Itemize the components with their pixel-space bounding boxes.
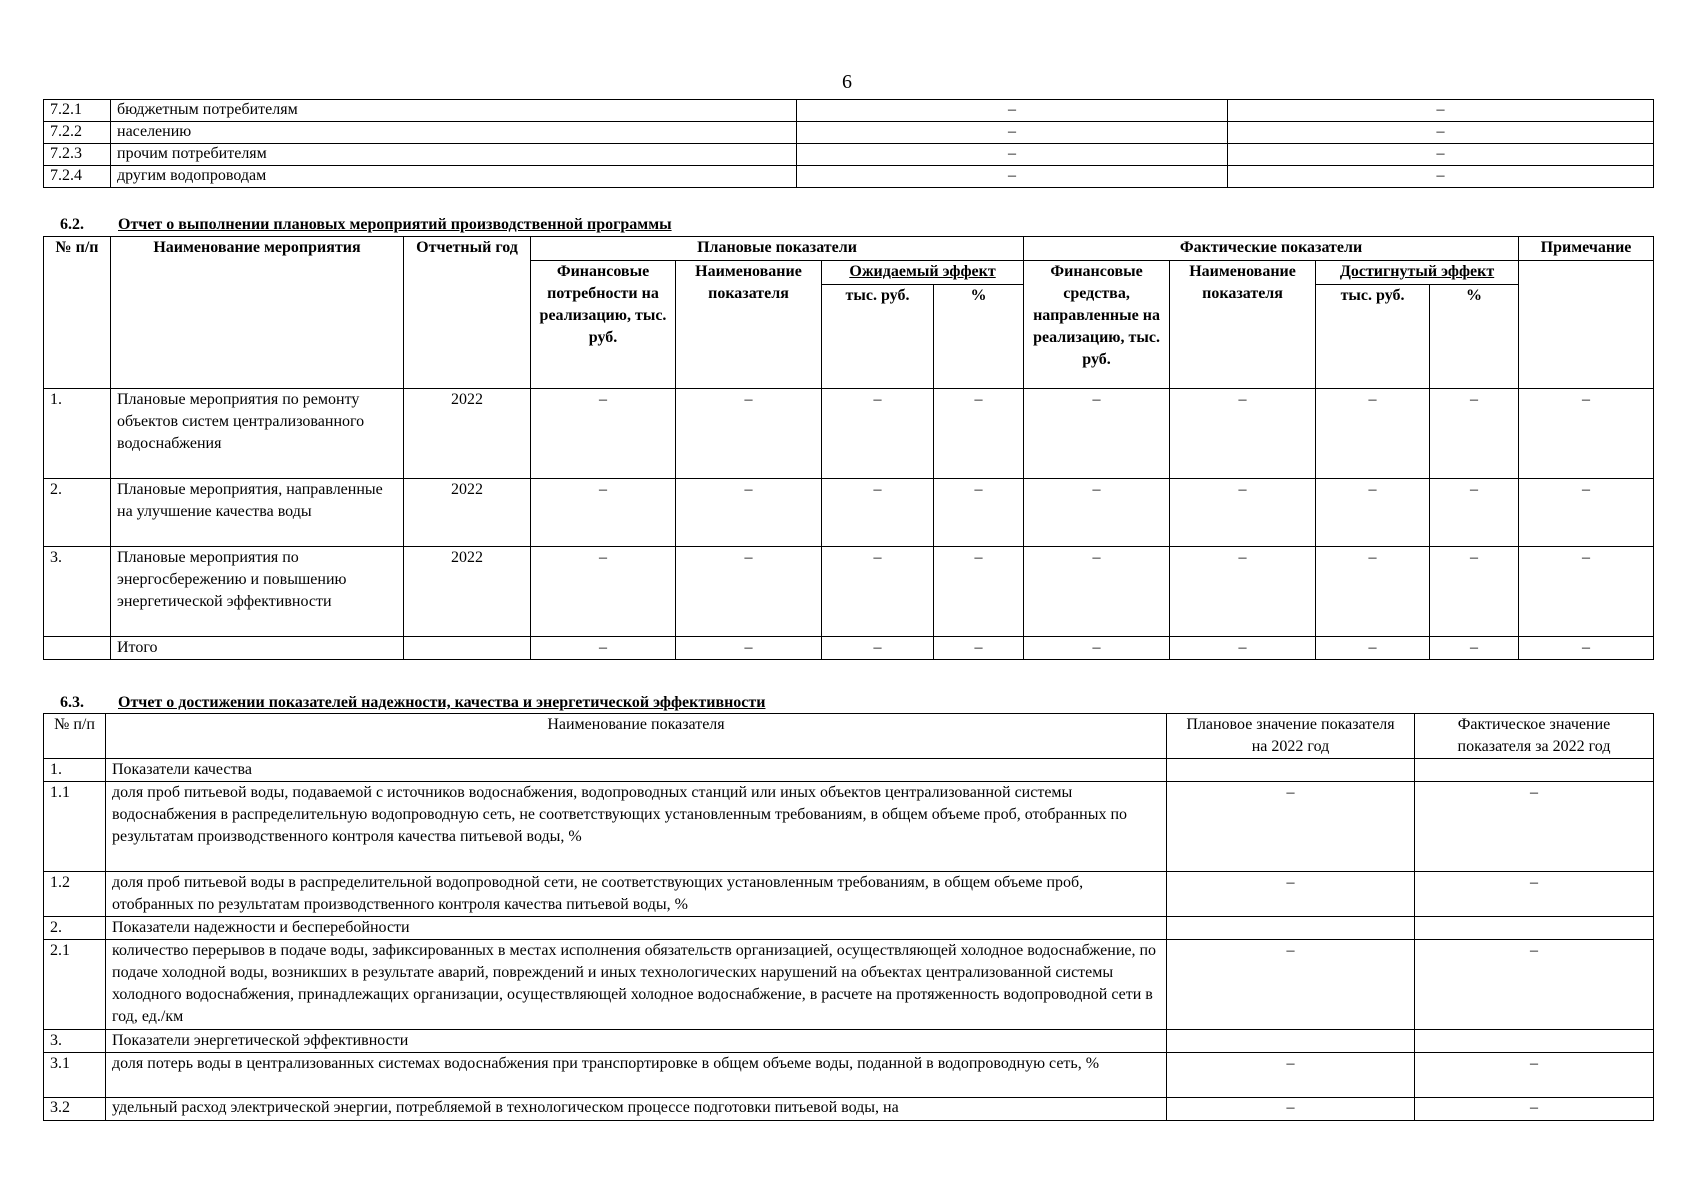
row-number — [44, 637, 111, 660]
row-number: 1.1 — [44, 782, 106, 872]
table-row — [44, 782, 1654, 872]
row-number: 1.2 — [44, 872, 106, 917]
row-label: населению — [111, 122, 797, 144]
row-number: 2.1 — [44, 940, 106, 1030]
header-activity-name: Наименование мероприятия — [111, 237, 404, 389]
row-label: удельный расход электрической энергии, потребляемой в технологическом процессе подготовки питьевой воды, на — [106, 1098, 1167, 1121]
header-planned: Плановые показатели — [531, 237, 1024, 261]
row-year — [404, 637, 531, 660]
section-heading-6-3 — [60, 693, 765, 713]
header-fact-pct: % — [1430, 285, 1519, 389]
value-cell: – — [1519, 389, 1654, 479]
row-number: 1. — [44, 389, 111, 479]
header-plan-finance: Финансовые потребности на реализацию, тыс. руб. — [531, 261, 676, 389]
value-cell: – — [1170, 479, 1316, 547]
row-label: количество перерывов в подаче воды, зафиксированных в местах исполнения обязательств организацией, осуществляющей холодное водоснабжение, по подаче холодной воды, возникших в результате аварий, повреждений и иных технологических нарушений на объектах централизованной системы холодного водоснабжения, принадлежащих организации, осуществляющей холодное водоснабжение, в расчете на протяженность водопроводной сети в год, ед./км — [106, 940, 1167, 1030]
value-cell — [1167, 1030, 1415, 1053]
table-row — [44, 1030, 1654, 1053]
value-cell: – — [1430, 389, 1519, 479]
value-cell: – — [1024, 547, 1170, 637]
row-label: доля проб питьевой воды в распределительной водопроводной сети, не соответствующих установленным требованиям, в общем объеме проб, отобранных по результатам производственного контроля качества питьевой воды, % — [106, 872, 1167, 917]
value-cell: – — [1316, 637, 1430, 660]
value-cell: – — [1316, 547, 1430, 637]
table-row — [44, 479, 1654, 547]
value-cell: – — [1415, 1098, 1654, 1121]
row-number: 3.1 — [44, 1053, 106, 1098]
value-cell: – — [531, 479, 676, 547]
value-cell: – — [531, 389, 676, 479]
row-label: Итого — [111, 637, 404, 660]
value-cell — [1415, 1030, 1654, 1053]
row-label: прочим потребителям — [111, 144, 797, 166]
row-label: Плановые мероприятия по энергосбережению и повышению энергетической эффективности — [111, 547, 404, 637]
table-row — [44, 917, 1654, 940]
value-cell: – — [1519, 479, 1654, 547]
header-plan-rub: тыс. руб. — [822, 285, 934, 389]
header-plan-pct: % — [934, 285, 1024, 389]
value-cell: – — [1228, 122, 1654, 144]
header-plan-value: Плановое значение показателя на 2022 год — [1167, 714, 1415, 759]
value-cell: – — [676, 389, 822, 479]
header-note: Примечание — [1519, 237, 1654, 261]
header-num: № п/п — [44, 714, 106, 759]
value-cell: – — [1170, 389, 1316, 479]
value-cell: – — [1167, 940, 1415, 1030]
value-cell — [1167, 917, 1415, 940]
table-row — [44, 166, 1654, 188]
table-row — [44, 100, 1654, 122]
row-label: Показатели надежности и бесперебойности — [106, 917, 1167, 940]
row-label: Показатели энергетической эффективности — [106, 1030, 1167, 1053]
row-year: 2022 — [404, 479, 531, 547]
value-cell: – — [1415, 1053, 1654, 1098]
page-number: 6 — [842, 71, 852, 93]
row-label: Плановые мероприятия, направленные на улучшение качества воды — [111, 479, 404, 547]
row-label: бюджетным потребителям — [111, 100, 797, 122]
value-cell: – — [531, 637, 676, 660]
value-cell: – — [822, 637, 934, 660]
value-cell: – — [822, 479, 934, 547]
table-row — [44, 389, 1654, 479]
section-title: Отчет о достижении показателей надежности, качества и энергетической эффективности — [118, 694, 766, 711]
row-label: другим водопроводам — [111, 166, 797, 188]
header-indicator-name: Наименование показателя — [106, 714, 1167, 759]
value-cell: – — [1024, 479, 1170, 547]
header-fact-finance: Финансовые средства, направленные на реализацию, тыс. руб. — [1024, 261, 1170, 389]
row-label: Плановые мероприятия по ремонту объектов систем централизованного водоснабжения — [111, 389, 404, 479]
value-cell: – — [676, 547, 822, 637]
row-number: 7.2.3 — [44, 144, 111, 166]
value-cell: – — [1316, 389, 1430, 479]
value-cell: – — [797, 166, 1228, 188]
value-cell: – — [1024, 637, 1170, 660]
value-cell: – — [1167, 1053, 1415, 1098]
value-cell: – — [1024, 389, 1170, 479]
table-row — [44, 1053, 1654, 1098]
row-number: 7.2.2 — [44, 122, 111, 144]
value-cell — [1415, 917, 1654, 940]
section-number: 6.2. — [60, 216, 84, 233]
value-cell: – — [1228, 144, 1654, 166]
row-number: 3. — [44, 1030, 106, 1053]
value-cell: – — [1228, 166, 1654, 188]
value-cell: – — [822, 547, 934, 637]
value-cell: – — [797, 100, 1228, 122]
value-cell: – — [531, 547, 676, 637]
row-number: 7.2.4 — [44, 166, 111, 188]
value-cell: – — [1167, 1098, 1415, 1121]
value-cell: – — [676, 637, 822, 660]
header-row — [44, 237, 1654, 261]
value-cell: – — [934, 479, 1024, 547]
value-cell: – — [1430, 479, 1519, 547]
value-cell: – — [1167, 872, 1415, 917]
header-expected-effect: Ожидаемый эффект — [822, 261, 1024, 285]
row-label: Показатели качества — [106, 759, 1167, 782]
total-row — [44, 637, 1654, 660]
value-cell: – — [797, 122, 1228, 144]
section-heading-6-2 — [60, 215, 672, 235]
row-number: 3. — [44, 547, 111, 637]
value-cell: – — [1430, 637, 1519, 660]
header-fact-rub: тыс. руб. — [1316, 285, 1430, 389]
table-row — [44, 759, 1654, 782]
row-number: 1. — [44, 759, 106, 782]
value-cell: – — [1228, 100, 1654, 122]
value-cell: – — [1519, 547, 1654, 637]
value-cell — [1415, 759, 1654, 782]
row-year: 2022 — [404, 389, 531, 479]
planned-activities-table — [43, 236, 1654, 660]
table-row — [44, 940, 1654, 1030]
header-fact-value: Фактическое значение показателя за 2022 год — [1415, 714, 1654, 759]
value-cell: – — [1415, 940, 1654, 1030]
table-row — [44, 122, 1654, 144]
section-number: 6.3. — [60, 694, 84, 711]
value-cell: – — [1316, 479, 1430, 547]
row-label: доля потерь воды в централизованных системах водоснабжения при транспортировке в общем объеме воды, поданной в водопроводную сеть, % — [106, 1053, 1167, 1098]
value-cell: – — [1170, 637, 1316, 660]
value-cell: – — [797, 144, 1228, 166]
header-actual: Фактические показатели — [1024, 237, 1519, 261]
value-cell: – — [934, 389, 1024, 479]
header-fact-indicator: Наименование показателя — [1170, 261, 1316, 389]
header-plan-indicator: Наименование показателя — [676, 261, 822, 389]
value-cell: – — [676, 479, 822, 547]
header-row — [44, 714, 1654, 759]
row-year: 2022 — [404, 547, 531, 637]
header-note-empty — [1519, 261, 1654, 389]
value-cell: – — [1167, 782, 1415, 872]
value-cell: – — [1519, 637, 1654, 660]
value-cell: – — [822, 389, 934, 479]
table-row — [44, 547, 1654, 637]
header-year: Отчетный год — [404, 237, 531, 389]
section-title: Отчет о выполнении плановых мероприятий производственной программы — [118, 216, 672, 233]
header-num: № п/п — [44, 237, 111, 389]
row-number: 7.2.1 — [44, 100, 111, 122]
value-cell: – — [1415, 872, 1654, 917]
table-row — [44, 1098, 1654, 1121]
table-row — [44, 144, 1654, 166]
top-table — [43, 99, 1654, 188]
value-cell — [1167, 759, 1415, 782]
value-cell: – — [1430, 547, 1519, 637]
value-cell: – — [934, 547, 1024, 637]
row-number: 2. — [44, 917, 106, 940]
value-cell: – — [1170, 547, 1316, 637]
value-cell: – — [1415, 782, 1654, 872]
row-number: 3.2 — [44, 1098, 106, 1121]
indicators-table — [43, 713, 1654, 1121]
table-row — [44, 872, 1654, 917]
value-cell: – — [934, 637, 1024, 660]
row-label: доля проб питьевой воды, подаваемой с источников водоснабжения, водопроводных станций или иных объектов централизованной системы водоснабжения в распределительную водопроводную сеть, не соответствующих установленным требованиям, в общем объеме проб, отобранных по результатам производственного контроля качества питьевой воды, % — [106, 782, 1167, 872]
header-achieved-effect: Достигнутый эффект — [1316, 261, 1519, 285]
row-number: 2. — [44, 479, 111, 547]
